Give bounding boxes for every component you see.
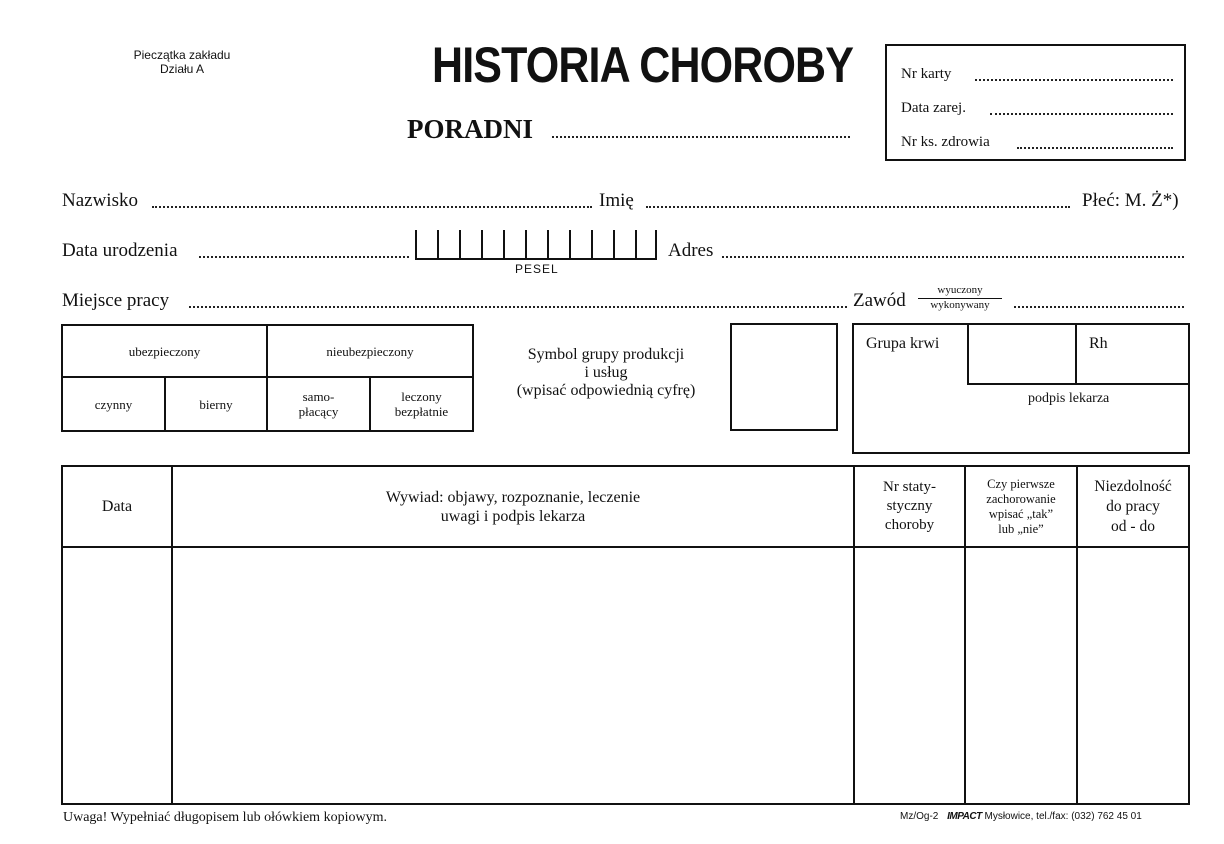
col-nr-line-2: styczny xyxy=(886,498,933,514)
niezdolnosc-column-field[interactable] xyxy=(1078,548,1188,803)
plec-label: Płeć: M. Ż*) xyxy=(1082,190,1179,211)
zawod-label: Zawód xyxy=(853,290,906,311)
miejsce-pracy-label: Miejsce pracy xyxy=(62,290,170,311)
pesel-divider xyxy=(415,230,417,258)
col-czy-line-4: lub „nie” xyxy=(998,521,1044,536)
form-code: Mz/Og-2 xyxy=(900,811,939,822)
adres-field[interactable] xyxy=(722,256,1184,258)
wywiad-column-field[interactable] xyxy=(173,548,853,803)
col-niezd-line-2: do pracy xyxy=(1106,497,1160,515)
nr-ks-zdrowia-field[interactable] xyxy=(1017,147,1173,149)
col-data-label: Data xyxy=(101,498,133,515)
ubezpieczony-label: ubezpieczony xyxy=(128,343,201,359)
czynny-label: czynny xyxy=(94,396,133,412)
blood-group-box xyxy=(852,323,1190,454)
nr-karty-field[interactable] xyxy=(975,79,1173,81)
samoplacacy-label-1: samo- xyxy=(302,389,335,404)
zawod-wykonywany: wykonywany xyxy=(930,299,990,311)
data-column-field[interactable] xyxy=(63,548,171,803)
nazwisko-label: Nazwisko xyxy=(62,190,138,211)
ubezpieczony-cell xyxy=(63,326,268,378)
pesel-divider xyxy=(547,230,549,258)
publisher-logo: IMPACT xyxy=(947,811,982,822)
rh-field[interactable] xyxy=(1077,325,1188,385)
history-table xyxy=(61,465,1190,805)
leczony-label-1: leczony xyxy=(401,389,442,404)
pesel-divider xyxy=(459,230,461,258)
data-urodzenia-field[interactable] xyxy=(199,256,409,258)
stamp-label xyxy=(112,48,252,76)
nr-statystyczny-column-field[interactable] xyxy=(855,548,964,803)
stamp-line-2: Działu A xyxy=(159,62,205,76)
col-header-niezdolnosc xyxy=(1078,467,1188,546)
nieubezpieczony-cell xyxy=(268,326,472,378)
col-czy-line-1: Czy pierwsze xyxy=(987,476,1055,491)
symbol-grupy-box[interactable] xyxy=(730,323,838,431)
symbol-grupy-label xyxy=(490,346,722,400)
nr-karty-label: Nr karty xyxy=(901,66,952,82)
publisher-address: Mysłowice, tel./fax: (032) 762 45 01 xyxy=(984,811,1142,822)
symbol-line-2: i usług xyxy=(584,364,628,381)
rh-label: Rh xyxy=(1089,335,1108,352)
pesel-divider xyxy=(591,230,593,258)
pesel-divider xyxy=(613,230,615,258)
leczony-cell[interactable] xyxy=(371,378,472,430)
leczony-label-2: bezpłatnie xyxy=(394,404,449,419)
col-header-wywiad xyxy=(173,467,853,546)
data-zarej-field[interactable] xyxy=(990,113,1173,115)
symbol-line-1: Symbol grupy produkcji xyxy=(527,346,685,363)
imie-label: Imię xyxy=(599,190,634,211)
samoplacacy-label-2: płacący xyxy=(298,404,339,419)
zawod-field[interactable] xyxy=(1014,306,1184,308)
bierny-cell[interactable] xyxy=(166,378,268,430)
col-wywiad-line-2: uwagi i podpis lekarza xyxy=(440,507,586,525)
bierny-label: bierny xyxy=(199,396,233,412)
col-nr-line-1: Nr staty- xyxy=(883,479,936,495)
pesel-divider xyxy=(503,230,505,258)
grupa-krwi-label: Grupa krwi xyxy=(866,335,940,352)
col-wywiad-line-1: Wywiad: objawy, rozpoznanie, leczenie xyxy=(385,488,641,506)
pesel-divider xyxy=(635,230,637,258)
pesel-divider xyxy=(481,230,483,258)
imie-field[interactable] xyxy=(646,206,1070,208)
symbol-line-3: (wpisać odpowiednią cyfrę) xyxy=(516,382,696,399)
col-header-data xyxy=(63,467,171,546)
form-title: HISTORIA CHOROBY xyxy=(432,37,854,93)
data-zarej-label: Data zarej. xyxy=(901,100,966,116)
miejsce-pracy-field[interactable] xyxy=(189,306,847,308)
samoplacacy-cell[interactable] xyxy=(268,378,371,430)
adres-label: Adres xyxy=(668,240,714,261)
footer-note: Uwaga! Wypełniać długopisem lub ołówkiem kopiowym. xyxy=(63,810,387,825)
footer-print-info xyxy=(900,811,1142,822)
pesel-divider xyxy=(569,230,571,258)
nazwisko-field[interactable] xyxy=(152,206,592,208)
nr-ks-zdrowia-label: Nr ks. zdrowia xyxy=(901,134,990,150)
podpis-lekarza-label: podpis lekarza xyxy=(1028,391,1110,406)
poradni-label: PORADNI xyxy=(407,114,533,144)
zawod-wyuczony: wyuczony xyxy=(918,284,1002,299)
insurance-table xyxy=(61,324,474,432)
zawod-fraction xyxy=(918,284,1002,312)
nieubezpieczony-label: nieubezpieczony xyxy=(326,343,414,359)
col-niezd-line-3: od - do xyxy=(1111,517,1155,535)
stamp-line-1: Pieczątka zakładu xyxy=(133,48,231,62)
poradni-field[interactable] xyxy=(552,136,850,138)
col-header-czy-pierwsze xyxy=(966,467,1076,546)
pesel-divider xyxy=(437,230,439,258)
data-urodzenia-label: Data urodzenia xyxy=(62,240,178,261)
pesel-label: PESEL xyxy=(515,262,559,276)
col-czy-line-2: zachorowanie xyxy=(986,491,1056,506)
grupa-krwi-field[interactable] xyxy=(967,325,1077,385)
col-czy-line-3: wpisać „tak” xyxy=(988,506,1054,521)
col-header-nr-statystyczny xyxy=(855,467,964,546)
pesel-divider xyxy=(655,230,657,258)
pesel-field[interactable] xyxy=(415,226,657,260)
czy-pierwsze-column-field[interactable] xyxy=(966,548,1076,803)
col-nr-line-3: choroby xyxy=(884,517,935,533)
card-info-box xyxy=(885,44,1186,161)
czynny-cell[interactable] xyxy=(63,378,166,430)
pesel-divider xyxy=(525,230,527,258)
col-niezd-line-1: Niezdolność xyxy=(1094,477,1172,495)
